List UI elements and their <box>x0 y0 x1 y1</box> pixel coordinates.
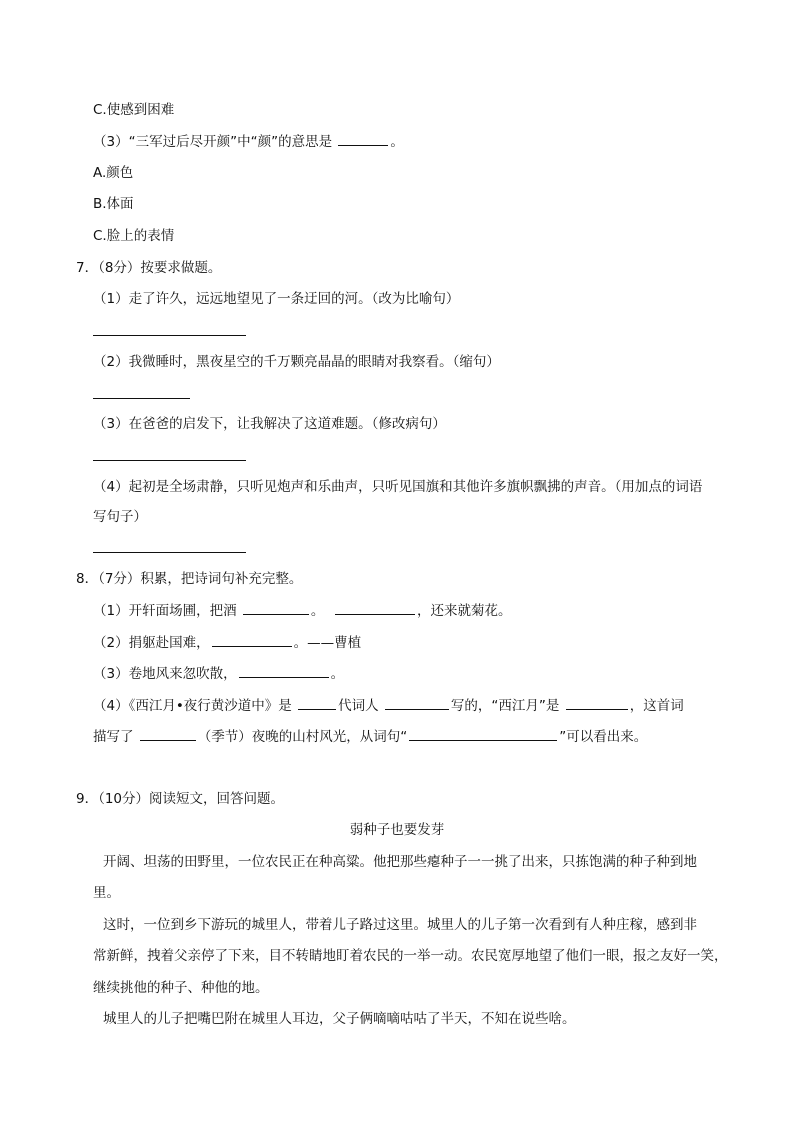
q6-sub3-suffix: 。 <box>390 134 404 150</box>
q8-l5-blank-1[interactable] <box>140 726 196 741</box>
q7-answer-line-1[interactable] <box>93 335 246 336</box>
q7-item-2: （2）我微睡时，黑夜星空的千万颗亮晶晶的眼睛对我察看。（缩句） <box>93 354 500 370</box>
q8-line-3 <box>93 663 344 684</box>
q9-header: 9．（10分）阅读短文，回答问题。 <box>76 791 285 807</box>
q7-item-4-cont: 写句子） <box>93 509 147 525</box>
q8-l1-c: ，还来就菊花。 <box>416 603 512 619</box>
q9-para-3-line-1: 城里人的儿子把嘴巴附在城里人耳边，父子俩嘀嘀咕咕了半天，不知在说些啥。 <box>103 1011 576 1027</box>
q8-l2-blank[interactable] <box>212 632 292 647</box>
q7-answer-line-3[interactable] <box>93 460 246 461</box>
q8-l5-blank-2[interactable] <box>409 726 557 741</box>
q8-l5-a: 描写了 <box>93 729 134 745</box>
q8-l4-blank-1[interactable] <box>298 695 336 710</box>
q8-line-4 <box>93 695 684 716</box>
q8-l4-blank-3[interactable] <box>566 695 628 710</box>
q7-answer-line-2[interactable] <box>93 398 190 399</box>
q9-para-2-line-1: 这时，一位到乡下游玩的城里人，带着儿子路过这里。城里人的儿子第一次看到有人种庄稼，感到非 <box>103 917 697 933</box>
q7-header: 7．（8分）按要求做题。 <box>76 260 222 276</box>
q8-l2-a: （2）捐躯赴国难， <box>93 635 210 651</box>
q6-sub3-prefix: （3）“三军过后尽开颜”中“颜”的意思是 <box>93 134 333 150</box>
q6-option-c-prev: C.使感到困难 <box>93 102 175 118</box>
q7-item-4: （4）起初是全场肃静，只听见炮声和乐曲声，只听见国旗和其他许多旗帜飘拂的声音。（用加点的词语 <box>93 479 703 495</box>
q6-sub3-blank[interactable] <box>338 131 388 146</box>
q6-option-c: C.脸上的表情 <box>93 228 175 244</box>
q7-item-3: （3）在爸爸的启发下，让我解决了这道难题。（修改病句） <box>93 416 446 432</box>
q8-l4-a: （4）《西江月•夜行黄沙道中》是 <box>93 698 292 714</box>
q8-l3-b: 。 <box>330 666 345 682</box>
q8-l2-b: 。——曹植 <box>293 635 362 651</box>
q8-line-2 <box>93 632 361 653</box>
q8-l4-c: 写的，“西江月”是 <box>450 698 560 714</box>
q9-para-2-line-3: 继续挑他的种子、种他的地。 <box>93 980 269 996</box>
q6-sub3 <box>93 131 404 152</box>
q9-para-1-line-1: 开阔、坦荡的田野里，一位农民正在种高粱。他把那些瘪种子一一挑了出来，只拣饱满的种子种到地 <box>103 854 697 870</box>
q9-passage-title: 弱种子也要发芽 <box>349 822 445 838</box>
q8-l1-blank-1[interactable] <box>243 600 309 615</box>
q9-para-2-line-2: 常新鲜，拽着父亲停了下来，目不转睛地盯着农民的一举一动。农民宽厚地望了他们一眼，报之友好一笑， <box>93 948 728 964</box>
q8-l3-blank[interactable] <box>239 663 329 678</box>
q8-l3-a: （3）卷地风来忽吹散， <box>93 666 237 682</box>
q8-l4-b: 代词人 <box>338 698 379 714</box>
q8-l1-a: （1）开轩面场圃，把酒 <box>93 603 237 619</box>
q8-l4-d: ，这首词 <box>629 698 684 714</box>
q8-l5-c: ”可以看出来。 <box>559 729 648 745</box>
q8-l1-blank-2[interactable] <box>335 600 415 615</box>
q7-answer-line-4[interactable] <box>93 552 246 553</box>
q7-item-1: （1）走了许久，远远地望见了一条迂回的河。（改为比喻句） <box>93 291 460 307</box>
q6-option-a: A.颜色 <box>93 165 134 181</box>
q8-l5-b: （季节）夜晚的山村风光，从词句“ <box>197 729 408 745</box>
q8-header: 8．（7分）积累，把诗词句补充完整。 <box>76 571 303 587</box>
q8-line-1 <box>93 600 511 621</box>
q8-l4-blank-2[interactable] <box>385 695 449 710</box>
q8-line-5 <box>93 726 647 747</box>
q8-l1-b: 。 <box>310 603 325 619</box>
q6-option-b: B.体面 <box>93 196 134 212</box>
q9-para-1-line-2: 里。 <box>93 885 120 901</box>
